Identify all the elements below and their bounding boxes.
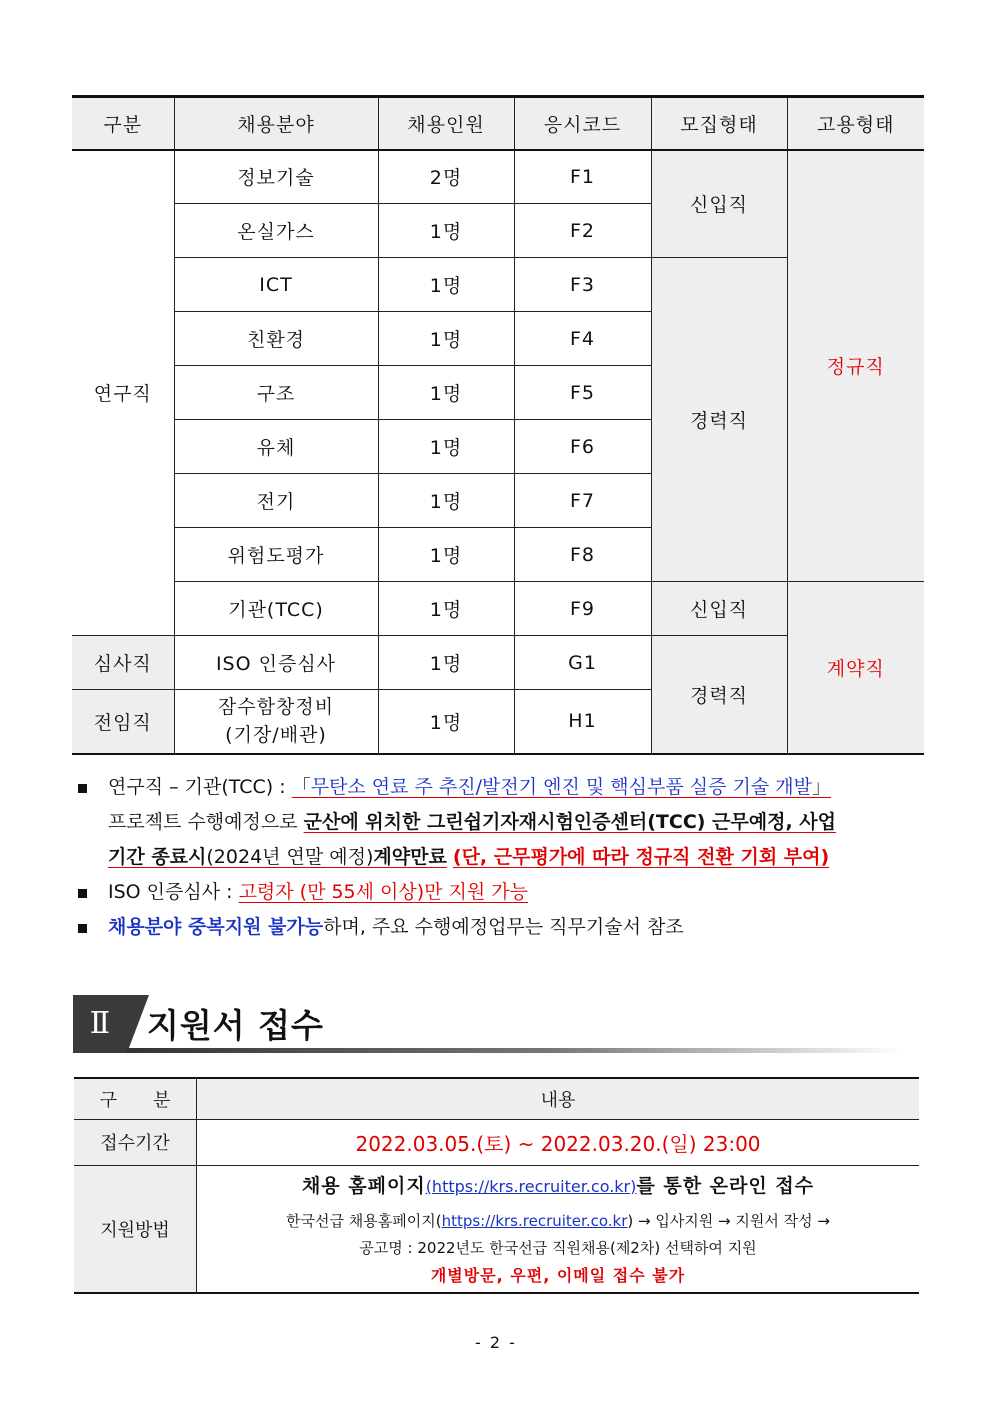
code-cell: F6 xyxy=(514,420,651,474)
field-cell: 정보기술 xyxy=(174,150,378,204)
note-tcc-term: 기간 종료시 xyxy=(108,846,207,868)
count-cell: 2명 xyxy=(378,150,514,204)
note-iso-text: 고령자 (만 55세 이상)만 지원 가능 xyxy=(238,881,529,903)
section-title: 지원서 접수 xyxy=(147,1006,324,1045)
method-line-1 xyxy=(197,1171,919,1202)
recruit-experienced-cell: 경력직 xyxy=(651,636,787,754)
field-cell: ISO 인증심사 xyxy=(174,636,378,690)
apply-method-content xyxy=(197,1165,920,1293)
code-cell: F9 xyxy=(514,582,651,636)
header-employ-type: 고용형태 xyxy=(787,97,924,150)
count-cell: 1명 xyxy=(378,204,514,258)
apply-method-row xyxy=(74,1165,919,1293)
category-examiner: 심사직 xyxy=(72,636,174,690)
field-cell: 기관(TCC) xyxy=(174,582,378,636)
note-tcc-expiry: 계약만료 xyxy=(373,846,447,868)
field-cell: 유체 xyxy=(174,420,378,474)
recruit-new-cell: 신입직 xyxy=(651,582,787,636)
method-line-2 xyxy=(197,1208,919,1235)
note-iso-prefix: ISO 인증심사 : xyxy=(108,881,239,903)
category-dedicated: 전임직 xyxy=(72,690,174,754)
recruitment-table xyxy=(72,95,924,755)
quote-open: 「 xyxy=(291,776,311,798)
code-cell: F3 xyxy=(514,258,651,312)
field-cell: 전기 xyxy=(174,474,378,528)
homepage-link-2[interactable]: https://krs.recruiter.co.kr xyxy=(441,1211,628,1230)
code-cell: F1 xyxy=(514,150,651,204)
field-cell: 위험도평가 xyxy=(174,528,378,582)
count-cell: 1명 xyxy=(378,582,514,636)
note-tcc-prefix: 연구직 – 기관(TCC) : xyxy=(108,776,292,798)
table-header-row xyxy=(72,97,924,150)
count-cell: 1명 xyxy=(378,474,514,528)
apply-header-content: 내용 xyxy=(197,1078,920,1119)
note-tcc-text-1: 프로젝트 수행예정으로 xyxy=(108,811,304,833)
code-cell: F7 xyxy=(514,474,651,528)
method-steps-suffix: ) → 입사지원 → 지원서 작성 → xyxy=(627,1211,830,1230)
field-cell: 구조 xyxy=(174,366,378,420)
table-row xyxy=(72,150,924,204)
section-underline xyxy=(127,1048,903,1053)
header-count: 채용인원 xyxy=(378,97,514,150)
apply-method-label: 지원방법 xyxy=(74,1165,197,1293)
table-row xyxy=(72,582,924,636)
page-number: - 2 - xyxy=(475,1333,517,1352)
note-duplicate-bold: 채용분야 중복지원 불가능 xyxy=(108,916,324,938)
employ-permanent-cell: 정규직 xyxy=(787,150,924,582)
code-cell: F2 xyxy=(514,204,651,258)
apply-header-label: 구 분 xyxy=(74,1078,197,1119)
header-field: 채용분야 xyxy=(174,97,378,150)
count-cell: 1명 xyxy=(378,258,514,312)
count-cell: 1명 xyxy=(378,528,514,582)
field-cell: ICT xyxy=(174,258,378,312)
field-line-2: (기장/배관) xyxy=(225,724,327,747)
quote-close: 」 xyxy=(811,776,831,798)
header-code: 응시코드 xyxy=(514,97,651,150)
code-cell: H1 xyxy=(514,690,651,754)
method-line-3: 공고명 : 2022년도 한국선급 직원채용(제2차) 선택하여 지원 xyxy=(359,1238,757,1257)
notes-list xyxy=(78,770,938,945)
square-bullet-icon xyxy=(78,784,87,793)
note-tcc-project: 무탄소 연료 주 추진/발전기 엔진 및 핵심부품 실증 기술 개발 xyxy=(310,776,812,798)
count-cell: 1명 xyxy=(378,636,514,690)
count-cell: 1명 xyxy=(378,366,514,420)
code-cell: G1 xyxy=(514,636,651,690)
field-cell: 친환경 xyxy=(174,312,378,366)
recruit-new-cell: 신입직 xyxy=(651,150,787,258)
note-tcc-location: 군산에 위치한 그린쉽기자재시험인증센터(TCC) 근무예정, 사업 xyxy=(303,811,837,833)
field-cell: 온실가스 xyxy=(174,204,378,258)
header-recruit-type: 모집형태 xyxy=(651,97,787,150)
note-tcc-term-wrap xyxy=(108,846,447,868)
count-cell: 1명 xyxy=(378,690,514,754)
square-bullet-icon xyxy=(78,889,87,898)
header-category: 구분 xyxy=(72,97,174,150)
field-cell xyxy=(174,690,378,754)
method-steps-prefix: 한국선급 채용홈페이지( xyxy=(286,1211,442,1230)
apply-header-row xyxy=(74,1078,919,1119)
method-line-4: 개별방문, 우편, 이메일 접수 불가 xyxy=(430,1265,686,1285)
note-tcc-project-wrap xyxy=(292,776,831,798)
code-cell: F5 xyxy=(514,366,651,420)
code-cell: F4 xyxy=(514,312,651,366)
method-homepage-label: 채용 홈페이지 xyxy=(301,1174,426,1197)
count-cell: 1명 xyxy=(378,420,514,474)
section-tab-decoration xyxy=(127,995,149,1053)
field-line-1: 잠수함창정비 xyxy=(217,696,335,719)
note-tcc-term-date: (2024년 연말 예정) xyxy=(206,846,374,868)
code-cell: F8 xyxy=(514,528,651,582)
note-tcc-conversion: (단, 근무평가에 따라 정규직 전환 기회 부여) xyxy=(452,846,830,868)
note-tcc xyxy=(78,770,938,875)
note-duplicate xyxy=(78,910,938,945)
count-cell: 1명 xyxy=(378,312,514,366)
employ-contract-cell: 계약직 xyxy=(787,582,924,754)
note-duplicate-rest: 하며, 주요 수행예정업무는 직무기술서 참조 xyxy=(323,916,684,938)
method-online-label: 를 통한 온라인 접수 xyxy=(636,1174,815,1197)
application-table xyxy=(74,1077,919,1294)
section-number: Ⅱ xyxy=(73,995,127,1053)
category-research: 연구직 xyxy=(72,150,174,636)
apply-period-label: 접수기간 xyxy=(74,1119,197,1165)
apply-period-row xyxy=(74,1119,919,1165)
section-heading xyxy=(73,995,903,1057)
note-iso xyxy=(78,875,938,910)
recruit-experienced-cell: 경력직 xyxy=(651,258,787,582)
homepage-link[interactable]: (https://krs.recruiter.co.kr) xyxy=(425,1176,637,1196)
apply-period-value: 2022.03.05.(토) ~ 2022.03.20.(일) 23:00 xyxy=(197,1119,920,1165)
square-bullet-icon xyxy=(78,924,87,933)
